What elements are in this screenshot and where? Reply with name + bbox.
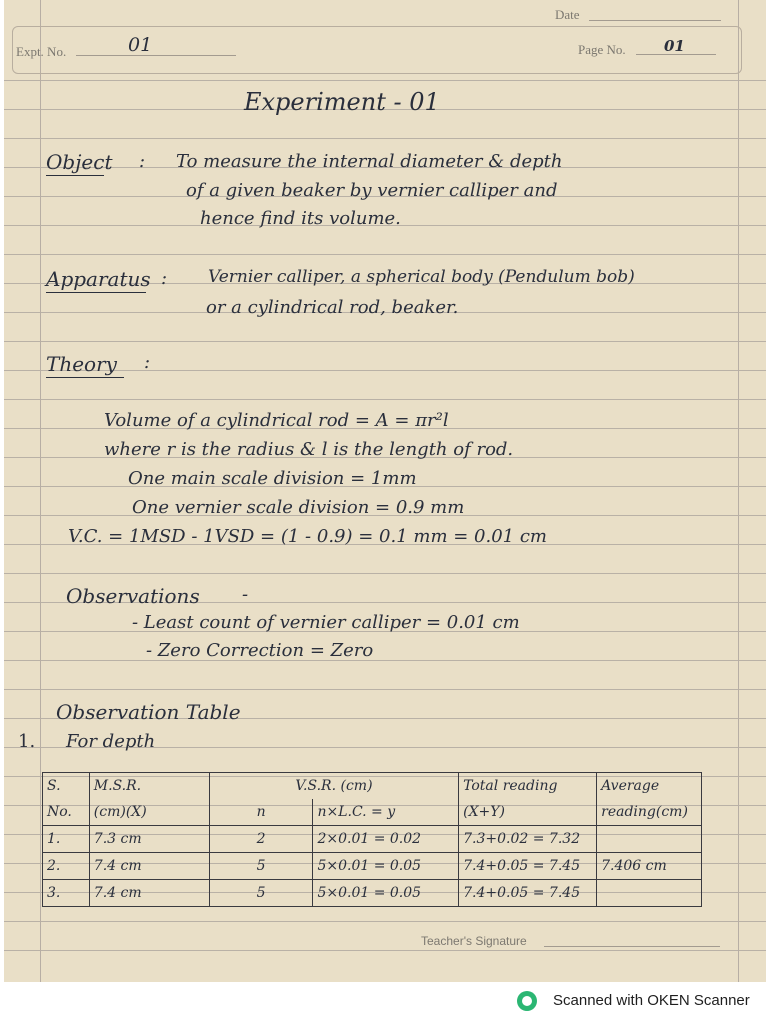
- page-title: Experiment - 01: [244, 88, 440, 116]
- ruled-line: [4, 254, 766, 255]
- table-cell: 3.: [43, 880, 90, 907]
- header-cell: Total reading: [459, 773, 597, 800]
- theory-line-5: V.C. = 1MSD - 1VSD = (1 - 0.9) = 0.1 mm = 0.01 cm: [68, 526, 547, 547]
- theory-line-2: where r is the radius & l is the length of rod.: [104, 439, 514, 460]
- table-row: [43, 853, 702, 880]
- margin-line: [40, 0, 41, 982]
- ruled-line: [4, 950, 766, 951]
- expt-line: [76, 55, 236, 56]
- observation-table-label: Observation Table: [56, 700, 241, 724]
- ruled-line: [4, 341, 766, 342]
- ruled-line: [4, 138, 766, 139]
- theory-line-1: Volume of a cylindrical rod = A = πr²l: [104, 410, 449, 431]
- table-cell: 5×0.01 = 0.05: [313, 880, 459, 907]
- header-cell: S.: [43, 773, 90, 800]
- table-cell: 7.3+0.02 = 7.32: [459, 826, 597, 853]
- table-cell: 2.: [43, 853, 90, 880]
- table-cell: [597, 880, 702, 907]
- object-label: Object: [46, 150, 113, 174]
- ruled-line: [4, 660, 766, 661]
- apparatus-sep: :: [161, 268, 168, 289]
- object-sep: :: [139, 151, 146, 172]
- table-cell: 7.406 cm: [597, 853, 702, 880]
- scanner-watermark-text: Scanned with OKEN Scanner: [553, 992, 750, 1009]
- table-cell: 5×0.01 = 0.05: [313, 853, 459, 880]
- table-cell: 5: [209, 853, 313, 880]
- observation-table: [42, 772, 702, 907]
- header-cell: (X+Y): [459, 799, 597, 826]
- observation-line-2: - Zero Correction = Zero: [146, 640, 374, 661]
- object-line-3: hence find its volume.: [200, 208, 401, 229]
- notebook-page: [4, 0, 766, 982]
- apparatus-underline: [46, 292, 146, 293]
- apparatus-label: Apparatus: [46, 267, 151, 291]
- header-cell: Average: [597, 773, 702, 800]
- table-row: [43, 880, 702, 907]
- header-cell: (cm)(X): [89, 799, 209, 826]
- table-row: [43, 826, 702, 853]
- header-cell: M.S.R.: [89, 773, 209, 800]
- theory-line-4: One vernier scale division = 0.9 mm: [132, 497, 465, 518]
- table-cell: 2: [209, 826, 313, 853]
- observations-label: Observations: [66, 584, 200, 608]
- header-cell: No.: [43, 799, 90, 826]
- apparatus-line-1: Vernier calliper, a spherical body (Pendulum bob): [208, 267, 635, 287]
- object-line-1: To measure the internal diameter & depth: [176, 151, 563, 172]
- expt-value: 01: [128, 34, 153, 56]
- observations-sep: -: [242, 584, 249, 605]
- margin-line-right: [738, 0, 739, 982]
- object-line-2: of a given beaker by vernier calliper and: [186, 180, 558, 201]
- ruled-line: [4, 689, 766, 690]
- theory-underline: [46, 377, 124, 378]
- apparatus-line-2: or a cylindrical rod, beaker.: [206, 297, 459, 318]
- oken-scanner-logo-icon: [517, 991, 537, 1011]
- ruled-line: [4, 370, 766, 371]
- table-cell: 7.4 cm: [89, 880, 209, 907]
- item-label: For depth: [66, 731, 156, 752]
- signature-line: [544, 946, 720, 947]
- ruled-line: [4, 573, 766, 574]
- teacher-signature-label: Teacher's Signature: [421, 934, 527, 948]
- page-label: Page No.: [578, 42, 626, 57]
- header-cell: n×L.C. = y: [313, 799, 459, 826]
- table-cell: [597, 826, 702, 853]
- table-cell: 2×0.01 = 0.02: [313, 826, 459, 853]
- theory-label: Theory: [46, 352, 117, 376]
- date-line: [589, 20, 721, 21]
- observation-line-1: - Least count of vernier calliper = 0.01 cm: [132, 612, 520, 633]
- header-box: [12, 26, 742, 74]
- table-header-row: [43, 773, 702, 800]
- ruled-line: [4, 399, 766, 400]
- table-cell: 7.4+0.05 = 7.45: [459, 880, 597, 907]
- page-value: 01: [664, 37, 685, 55]
- header-cell: V.S.R. (cm): [209, 773, 458, 800]
- object-underline: [46, 175, 104, 176]
- date-label: Date: [555, 7, 580, 22]
- ruled-line: [4, 80, 766, 81]
- table-cell: 7.4+0.05 = 7.45: [459, 853, 597, 880]
- header-cell: n: [209, 799, 313, 826]
- table-cell: 7.3 cm: [89, 826, 209, 853]
- theory-line-3: One main scale division = 1mm: [128, 468, 417, 489]
- expt-label: Expt. No.: [16, 44, 67, 59]
- table-cell: 5: [209, 880, 313, 907]
- table-header-row: [43, 799, 702, 826]
- item-number: 1.: [18, 731, 36, 752]
- header-cell: reading(cm): [597, 799, 702, 826]
- table-cell: 1.: [43, 826, 90, 853]
- table-cell: 7.4 cm: [89, 853, 209, 880]
- theory-sep: :: [144, 352, 151, 373]
- ruled-line: [4, 921, 766, 922]
